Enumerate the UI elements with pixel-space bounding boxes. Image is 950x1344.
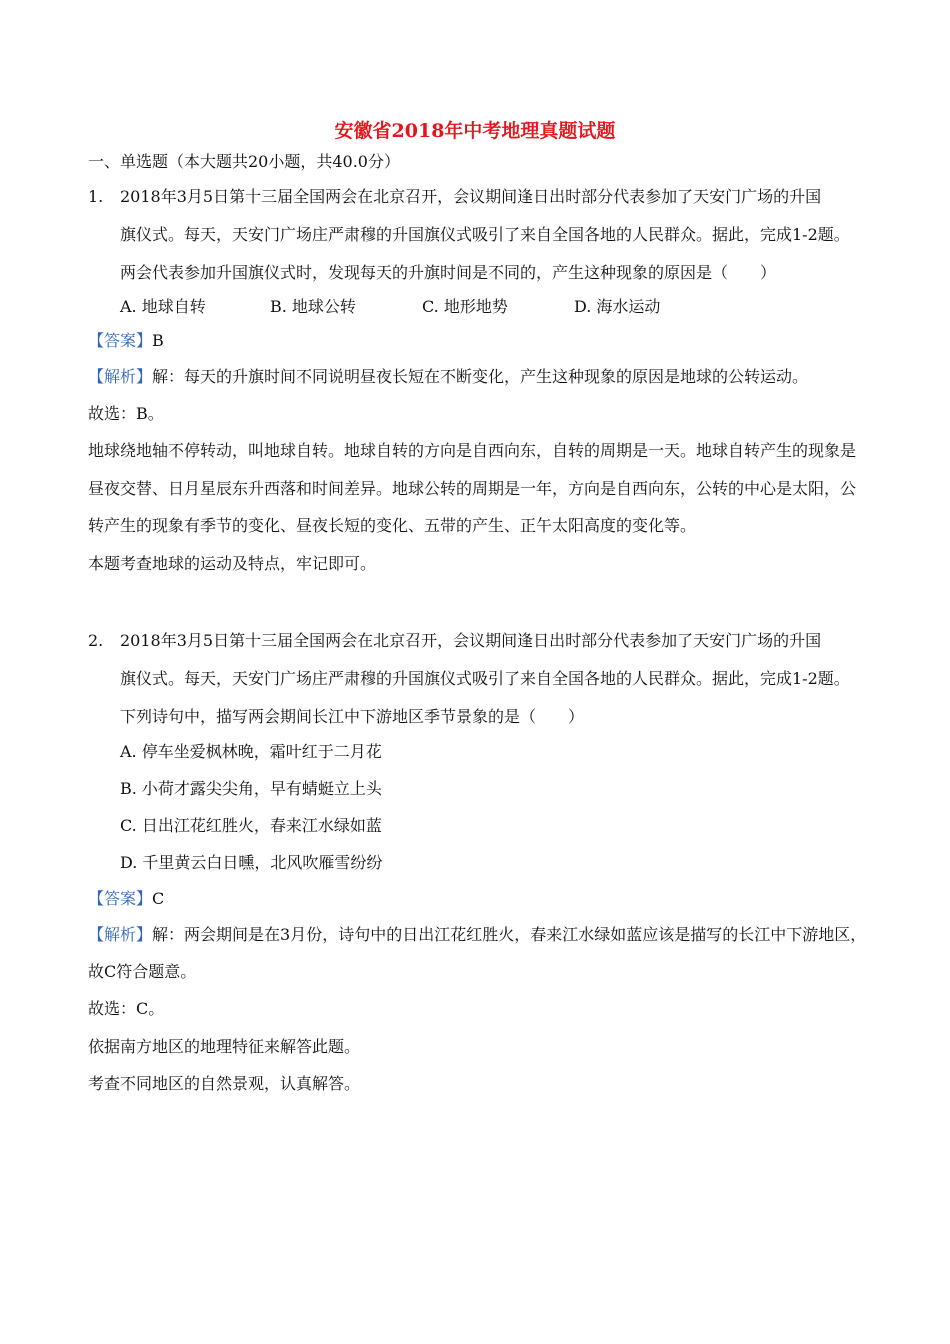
explanation-line: 故选：C。 [88,999,165,1018]
option-d: D. 千里黄云白日曛，北风吹雁雪纷纷 [120,853,383,872]
explanation-line: 故C符合题意。 [88,962,197,981]
question-stem-line: 2018年3月5日第十三届全国两会在北京召开，会议期间逢日出时部分代表参加了天安门广场的升国 [120,187,822,206]
answer-value: C [152,889,165,908]
answer-line [88,330,868,352]
question-stem-line: 旗仪式。每天，天安门广场庄严肃穆的升国旗仪式吸引了来自全国各地的人民群众。据此，完成1-2题。 [120,225,850,244]
section-heading: 一、单选题（本大题共20小题，共40.0分） [88,152,400,171]
explanation-line: 昼夜交替、日月星辰东升西落和时间差异。地球公转的周期是一年，方向是自西向东，公转的中心是太阳，公 [88,479,857,498]
question-stem-line: 2018年3月5日第十三届全国两会在北京召开，会议期间逢日出时部分代表参加了天安门广场的升国 [120,631,822,650]
option-a: A. 地球自转 [120,297,206,316]
analysis-tag: 【解析】 [88,367,153,386]
question-number: 1. [88,187,104,206]
option-a: A. 停车坐爱枫林晚，霜叶红于二月花 [120,742,382,761]
analysis-line [88,366,868,388]
option-b: B. 小荷才露尖尖角，早有蜻蜓立上头 [120,779,382,798]
explanation-line: 地球绕地轴不停转动，叫地球自转。地球自转的方向是自西向东，自转的周期是一天。地球自转产生的现象是 [88,441,857,460]
answer-line [88,888,868,910]
option-c: C. 地形地势 [422,297,508,316]
option-b: B. 地球公转 [270,297,356,316]
question-stem-line: 下列诗句中，描写两会期间长江中下游地区季节景象的是（ ） [120,707,585,726]
analysis-tag: 【解析】 [88,925,153,944]
explanation-line: 考查不同地区的自然景观，认真解答。 [88,1074,361,1093]
explanation-line: 故选：B。 [88,404,164,423]
option-c: C. 日出江花红胜火，春来江水绿如蓝 [120,816,382,835]
question-stem-line: 旗仪式。每天，天安门广场庄严肃穆的升国旗仪式吸引了来自全国各地的人民群众。据此，完成1-2题。 [120,669,850,688]
page-title: 安徽省2018年中考地理真题试题 [334,120,616,142]
answer-tag: 【答案】 [88,331,153,350]
option-row [120,296,900,318]
explanation-line: 依据南方地区的地理特征来解答此题。 [88,1037,361,1056]
answer-value: B [152,331,164,350]
option-d: D. 海水运动 [574,297,661,316]
analysis-line [88,924,868,946]
explanation-line: 本题考查地球的运动及特点，牢记即可。 [88,554,377,573]
question-stem-line: 两会代表参加升国旗仪式时，发现每天的升旗时间是不同的，产生这种现象的原因是（ ） [120,263,777,282]
answer-tag: 【答案】 [88,889,153,908]
question-number: 2. [88,631,104,650]
analysis-text: 解：两会期间是在3月份，诗句中的日出江花红胜火，春来江水绿如蓝应该是描写的长江中下游地区， [152,925,867,944]
analysis-text: 解：每天的升旗时间不同说明昼夜长短在不断变化，产生这种现象的原因是地球的公转运动。 [152,367,809,386]
explanation-line: 转产生的现象有季节的变化、昼夜长短的变化、五带的产生、正午太阳高度的变化等。 [88,516,697,535]
